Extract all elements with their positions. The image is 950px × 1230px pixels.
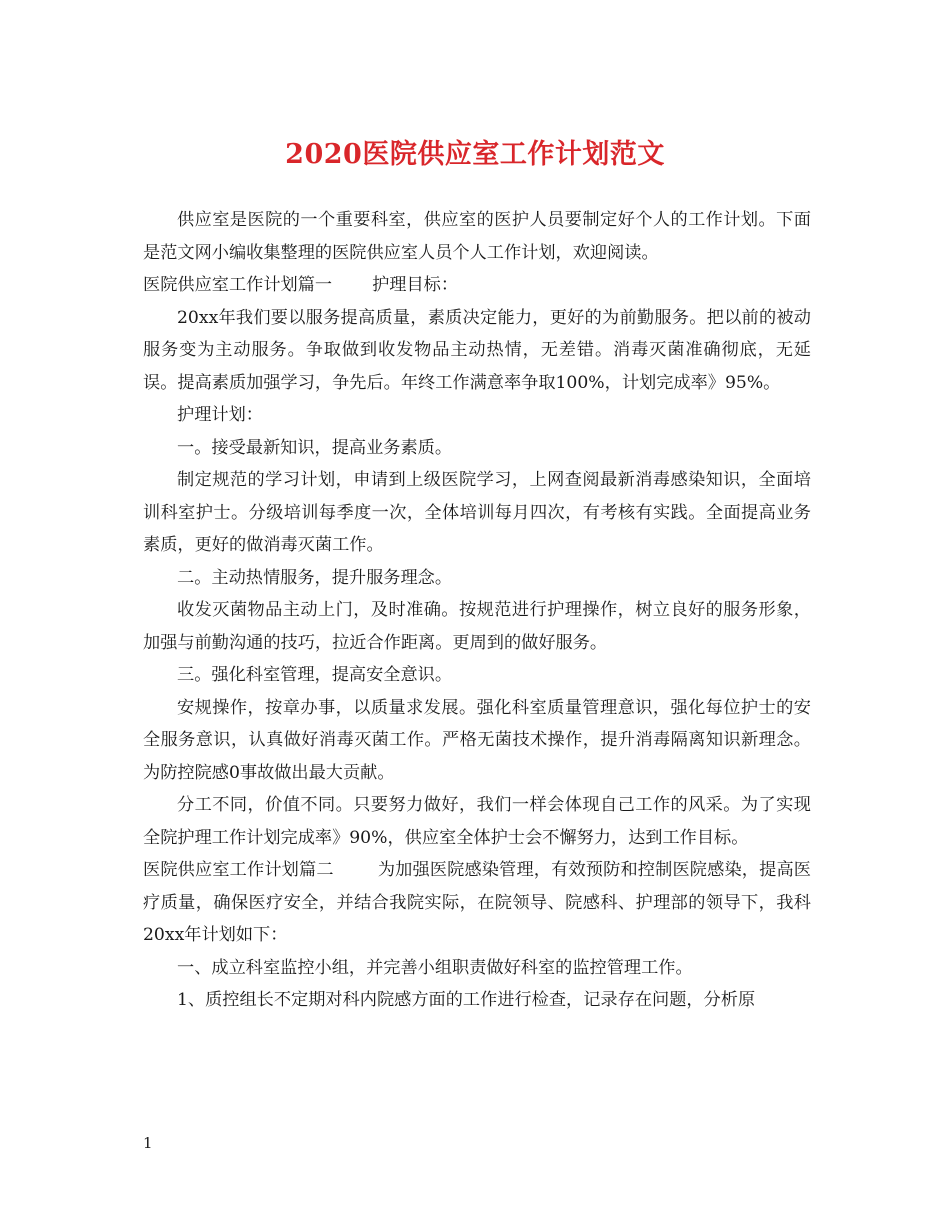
intro-paragraph: 供应室是医院的一个重要科室，供应室的医护人员要制定好个人的工作计划。下面是范文网小编收集整理的医院供应室人员个人工作计划，欢迎阅读。 [143, 210, 811, 263]
plan-heading: 护理计划： [177, 405, 263, 425]
goal-paragraph: 20xx年我们要以服务提高质量，素质决定能力，更好的为前勤服务。把以前的被动服务变为主动服务。争取做到收发物品主动热情，无差错。消毒灭菌准确彻底，无延误。提高素质加强学习，争先后。年终工作满意率争取100%，计划完成率》95%。 [143, 307, 811, 393]
s2-item1-1: 1、质控组长不定期对科内院感方面的工作进行检查，记录存在问题，分析原 [177, 990, 756, 1010]
item1-paragraph: 制定规范的学习计划，申请到上级医院学习，上网查阅最新消毒感染知识，全面培训科室护士。分级培训每季度一次，全体培训每月四次，有考核有实践。全面提高业务素质，更好的做消毒灭菌工作。 [143, 470, 811, 555]
section1-heading-line [143, 269, 811, 302]
section1-heading: 医院供应室工作计划篇一 [143, 275, 333, 295]
closing-paragraph: 分工不同，价值不同。只要努力做好，我们一样会体现自己工作的风采。为了实现全院护理工作计划完成率》90%，供应室全体护士会不懈努力，达到工作目标。 [143, 795, 811, 848]
document-title: 2020医院供应室工作计划范文 [285, 139, 665, 170]
document-body [143, 204, 811, 1017]
item1-heading: 一。接受最新知识，提高业务素质。 [177, 437, 453, 458]
section1-subheading: 护理目标： [372, 275, 459, 295]
section2-paragraph [143, 854, 811, 952]
section2-heading: 医院供应室工作计划篇二 [143, 860, 334, 880]
item3-heading: 三。强化科室管理，提高安全意识。 [177, 665, 453, 685]
item3-paragraph: 安规操作，按章办事，以质量求发展。强化科室质量管理意识，强化每位护士的安全服务意识，认真做好消毒灭菌工作。严格无菌技术操作，提升消毒隔离知识新理念。为防控院感0事故做出最大贡献。 [143, 697, 811, 783]
s2-item1-heading: 一、成立科室监控小组，并完善小组职责做好科室的监控管理工作。 [177, 957, 693, 978]
page-number: 1 [143, 1134, 153, 1152]
item2-heading: 二。主动热情服务，提升服务理念。 [177, 567, 453, 588]
section2-text: 为加强医院感染管理，有效预防和控制医院感染，提高医疗质量，确保医疗安全，并结合我院实际，在院领导、院感科、护理部的领导下，我科20xx年计划如下： [143, 860, 811, 945]
item2-paragraph: 收发灭菌物品主动上门，及时准确。按规范进行护理操作，树立良好的服务形象，加强与前勤沟通的技巧，拉近合作距离。更周到的做好服务。 [143, 600, 811, 653]
